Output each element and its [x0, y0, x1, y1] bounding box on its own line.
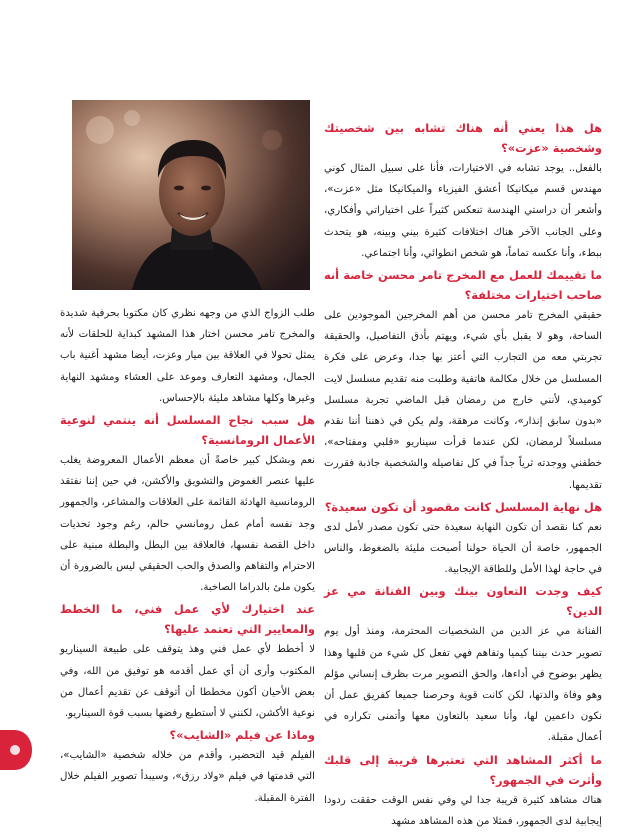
- right-article-column: [324, 118, 602, 833]
- answer-paragraph: الفنانة مي عز الدين من الشخصيات المحترمة، ومنذ أول يوم تصوير حدث بيننا كيميا وتفاهم فهي تفعل كل شيء من قلبها وهذا يظهر بوضوح في أداءها، والحق التصوير مرت بظرف إنساني مؤلم وهو وفاة والدتها، لكن كانت قوية وحرصنا جميعا كفريق عمل أن نكون داعمين لها، وأنا سعيد بالتعاون معها وأتمنى تكراره في أعمال مقبلة.: [324, 626, 602, 744]
- page-corner-marker: [0, 730, 36, 770]
- answer-paragraph: نعم وبشكل كبير خاصةً أن معظم الأعمال المعروضة يغلب عليها عنصر الغموض والتشويق والأكشن، في حين إننا نفتقد الرومانسية الهادئة القائمة على العلاقات والمشاعر، والجمهور وجد نفسه أمام عمل رومانسي حالم، رغم وجود تحديات داخل القصة نفسها، فالعلاقة بين البطل والبطلة مبنية على الاحترام والتفاهم والصدق والحب الحقيقي ليس بالضرورة أن يكون ملئ بالدراما الصاخبة.: [60, 455, 315, 594]
- left-article-column: [60, 303, 315, 810]
- answer-paragraph: هناك مشاهد كثيرة قريبة جدا لي وفي نفس الوقت حققت ردودا إيجابية لدى الجمهور، فمثلا من هذه المشاهد مشهد: [324, 794, 602, 827]
- answer-paragraph: حقيقي المخرج تامر محسن من أهم المخرجين الموجودين على الساحة، وهو لا يقبل بأي شيء، ويهتم بأدق التفاصيل، والحقيقة تجربتي معه من التجارب التي أعتز بها جدا، وعرض على فكرة المسلسل من خلال مكالمة هاتفية وطلبت منه تقديم مسلسل لايت كوميدي، لأنني خارج من رمضان قبل الماضي تجربة مسلسل «بدون سابق إنذار»، وكانت مرهقة، ولم يكن في ذهننا أننا نقدم مسلسلاً لرمضان، لكن عندما قرأت سيناريو «قلبي ومفتاحه»، خطفني ووجدته ثرياً جداً في كل تفاصيله والشخصية جاذبة فقررت تقديمها.: [324, 310, 602, 491]
- question-heading: عند اختيارك لأي عمل فني، ما الخطط والمعايير التي تعتمد عليها؟: [60, 602, 315, 637]
- question-heading: هل نهاية المسلسل كانت مقصود أن تكون سعيدة؟: [324, 499, 602, 514]
- question-heading: هل هذا يعني أنه هناك تشابه بين شخصيتك وشخصية «عزت»؟: [324, 121, 602, 155]
- portrait-illustration: [72, 100, 310, 290]
- answer-paragraph: الفيلم قيد التحضير، وأقدم من خلاله شخصية «الشايب»، التي قدمتها في فيلم «ولاد رزق»، وسيبدأ تصوير الفيلم خلال الفترة المقبلة.: [60, 750, 315, 804]
- question-heading: هل سبب نجاح المسلسل أنه ينتمي لنوعية الأعمال الرومانسية؟: [60, 413, 315, 448]
- answer-paragraph: نعم كنا نقصد أن تكون النهاية سعيدة حتى تكون مصدر لأمل لدى الجمهور، خاصة أن الحياة حولنا أصبحت مليئة بالضغوط، والناس في حاجة لهذا الأمل وللطاقة الإيجابية.: [324, 521, 602, 576]
- answer-paragraph: لا أخطط لأي عمل فني وهذ يتوقف على طبيعة السيناريو المكتوب وأرى أن أي عمل أقدمه هو توفيق من الله، وفي بعض الأحيان أكون مخططا أن أتوقف عن تقديم أعمال من نوعية الأكشن، لكنني لا أستطيع رفضها بسبب قوة السيناريو.: [60, 644, 315, 720]
- question-heading: وماذا عن فيلم «الشايب»؟: [169, 728, 315, 743]
- question-heading: ما أكثر المشاهد التي تعتبرها قريبة إلى قلبك وأثرت في الجمهور؟: [324, 752, 602, 787]
- portrait-photo: [72, 100, 310, 290]
- question-heading: ما تقييمك للعمل مع المخرج تامر محسن خاصة أنه صاحب اختيارات مختلفة؟: [324, 268, 602, 303]
- question-heading: كيف وجدت التعاون بينك وبين الفنانة مي عز الدين؟: [324, 584, 602, 619]
- answer-paragraph: طلب الزواج الذي من وجهه نظري كان مكتوبا بحرفية شديدة والمخرج تامر محسن اختار هذا المشهد كبداية للحلقات لأنه يمثل تحولا في العلاقة بين ميار وعزت، أيضا مشهد أغنية باب الجمال، ومشهد التعارف وموعد على العشاء ومشهد النهاية وغيرها وكلها مشاهد مليئة بالإحساس.: [60, 308, 315, 404]
- answer-paragraph: بالفعل.. يوجد تشابه في الاختيارات، فأنا على سبيل المثال كوني مهندس قسم ميكانيكا أعشق الفيزياء والميكانيكا مثل «عزت»، وأشعر أن دراستي الهندسة تنعكس كثيراً على اختياراتي وأفكاري، وعلى الجانب الآخر هناك اختلافات كثيرة بيني وبينه، هو يتحدث ببطء، وأنا عكسه تماماً، هو شخص انطوائي، وأنا اجتماعي.: [324, 163, 602, 259]
